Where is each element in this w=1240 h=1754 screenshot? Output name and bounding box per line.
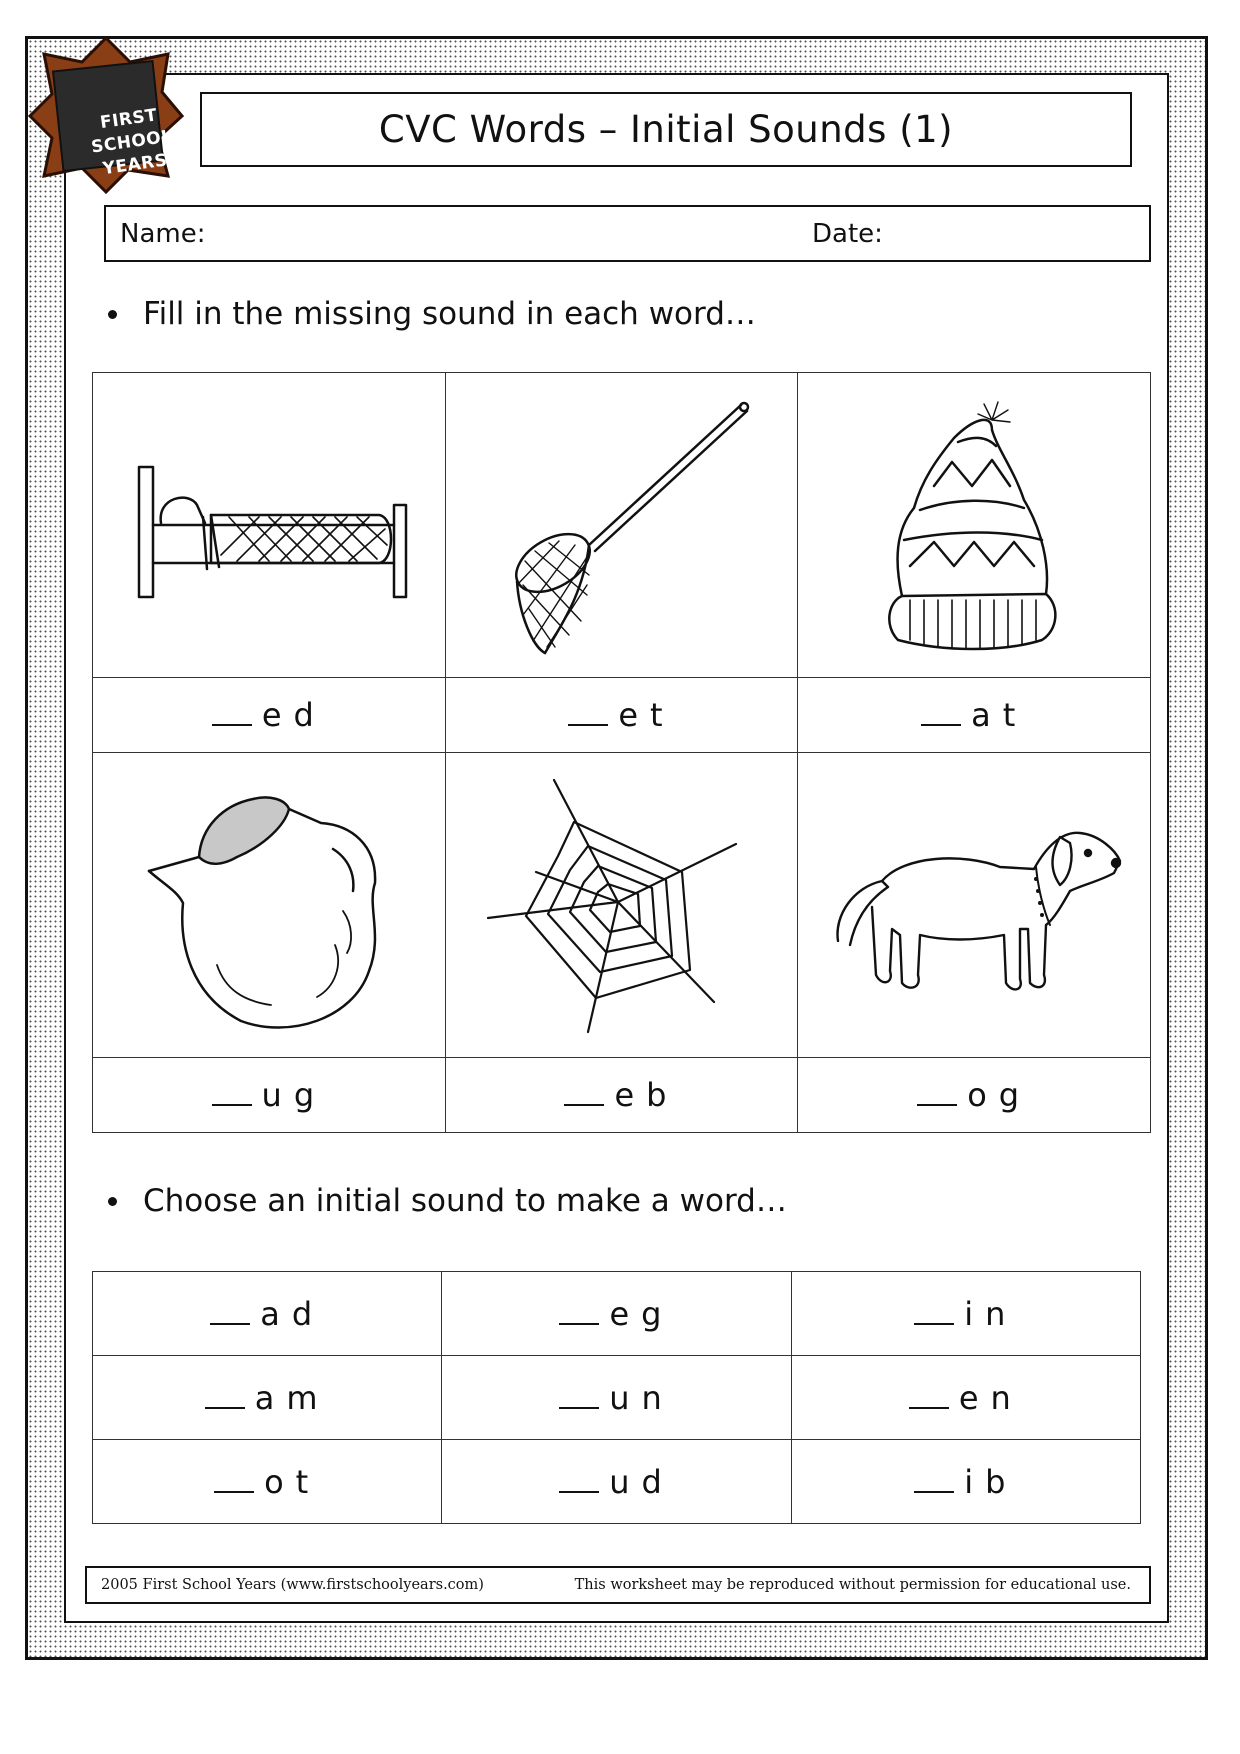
picture-row bbox=[93, 373, 1151, 678]
date-label: Date: bbox=[812, 219, 883, 249]
picture-grid bbox=[92, 372, 1151, 1133]
footer-permission: This worksheet may be reproduced without permission for educational use. bbox=[574, 1577, 1131, 1593]
title-box bbox=[200, 92, 1132, 167]
answer-blank[interactable] bbox=[214, 1487, 254, 1493]
page-title: CVC Words – Initial Sounds (1) bbox=[378, 108, 954, 151]
word-ending: ot bbox=[264, 1462, 321, 1501]
answer-blank[interactable] bbox=[559, 1487, 599, 1493]
answer-blank[interactable] bbox=[559, 1403, 599, 1409]
answer-blank[interactable] bbox=[921, 720, 961, 726]
word-ending: eg bbox=[609, 1294, 674, 1333]
word-cell[interactable] bbox=[791, 1440, 1140, 1524]
answer-blank[interactable] bbox=[564, 1100, 604, 1106]
instruction-choose-sound: Choose an initial sound to make a word… bbox=[104, 1183, 787, 1219]
answer-blank[interactable] bbox=[559, 1319, 599, 1325]
first-school-years-logo bbox=[28, 36, 184, 194]
word-ending: ug bbox=[261, 1076, 327, 1114]
jug-icon bbox=[139, 775, 399, 1035]
missing-sound-cell[interactable] bbox=[445, 1058, 798, 1133]
woolly-hat-icon bbox=[874, 390, 1074, 660]
word-cell[interactable] bbox=[442, 1440, 791, 1524]
picture-cell bbox=[445, 753, 798, 1058]
word-ending: og bbox=[967, 1076, 1032, 1114]
answer-blank[interactable] bbox=[914, 1487, 954, 1493]
logo-text: FIRST SCHOOL YEARS bbox=[90, 105, 174, 180]
answer-blank[interactable] bbox=[909, 1403, 949, 1409]
word-ending: en bbox=[958, 1378, 1023, 1417]
answer-row bbox=[93, 1058, 1151, 1133]
word-ending: at bbox=[971, 696, 1028, 734]
missing-sound-cell[interactable] bbox=[798, 678, 1151, 753]
word-row bbox=[93, 1272, 1141, 1356]
instruction-fill-missing: Fill in the missing sound in each word… bbox=[104, 296, 756, 332]
picture-cell bbox=[93, 753, 446, 1058]
picture-cell bbox=[798, 373, 1151, 678]
word-ending: ad bbox=[260, 1294, 325, 1333]
word-building-grid bbox=[92, 1271, 1141, 1524]
fishing-net-icon bbox=[471, 385, 771, 665]
bed-icon bbox=[119, 445, 419, 605]
word-row bbox=[93, 1440, 1141, 1524]
dog-icon bbox=[824, 795, 1124, 1015]
answer-blank[interactable] bbox=[212, 720, 252, 726]
word-ending: un bbox=[609, 1378, 674, 1417]
word-cell[interactable] bbox=[93, 1272, 442, 1356]
spider-web-icon bbox=[486, 770, 756, 1040]
word-ending: in bbox=[964, 1294, 1018, 1333]
picture-cell bbox=[93, 373, 446, 678]
word-cell[interactable] bbox=[791, 1272, 1140, 1356]
word-ending: ed bbox=[261, 696, 326, 734]
answer-blank[interactable] bbox=[914, 1319, 954, 1325]
word-ending: am bbox=[254, 1378, 330, 1417]
picture-row bbox=[93, 753, 1151, 1058]
bullet-icon bbox=[108, 310, 117, 319]
footer bbox=[85, 1566, 1151, 1604]
word-cell[interactable] bbox=[93, 1440, 442, 1524]
bullet-icon bbox=[108, 1197, 117, 1206]
missing-sound-cell[interactable] bbox=[445, 678, 798, 753]
word-ending: ud bbox=[609, 1462, 674, 1501]
word-cell[interactable] bbox=[442, 1272, 791, 1356]
answer-blank[interactable] bbox=[205, 1403, 245, 1409]
name-label: Name: bbox=[120, 219, 206, 249]
word-cell[interactable] bbox=[791, 1356, 1140, 1440]
answer-blank[interactable] bbox=[212, 1100, 252, 1106]
word-cell[interactable] bbox=[442, 1356, 791, 1440]
answer-blank[interactable] bbox=[568, 720, 608, 726]
word-cell[interactable] bbox=[93, 1356, 442, 1440]
missing-sound-cell[interactable] bbox=[93, 1058, 446, 1133]
missing-sound-cell[interactable] bbox=[798, 1058, 1151, 1133]
picture-cell bbox=[798, 753, 1151, 1058]
missing-sound-cell[interactable] bbox=[93, 678, 446, 753]
word-ending: ib bbox=[964, 1462, 1018, 1501]
answer-row bbox=[93, 678, 1151, 753]
name-date-box bbox=[104, 205, 1151, 262]
word-ending: eb bbox=[614, 1076, 679, 1114]
answer-blank[interactable] bbox=[210, 1319, 250, 1325]
answer-blank[interactable] bbox=[917, 1100, 957, 1106]
word-row bbox=[93, 1356, 1141, 1440]
word-ending: et bbox=[618, 696, 675, 734]
picture-cell bbox=[445, 373, 798, 678]
footer-copyright: 2005 First School Years (www.firstschoolyears.com) bbox=[101, 1577, 484, 1593]
